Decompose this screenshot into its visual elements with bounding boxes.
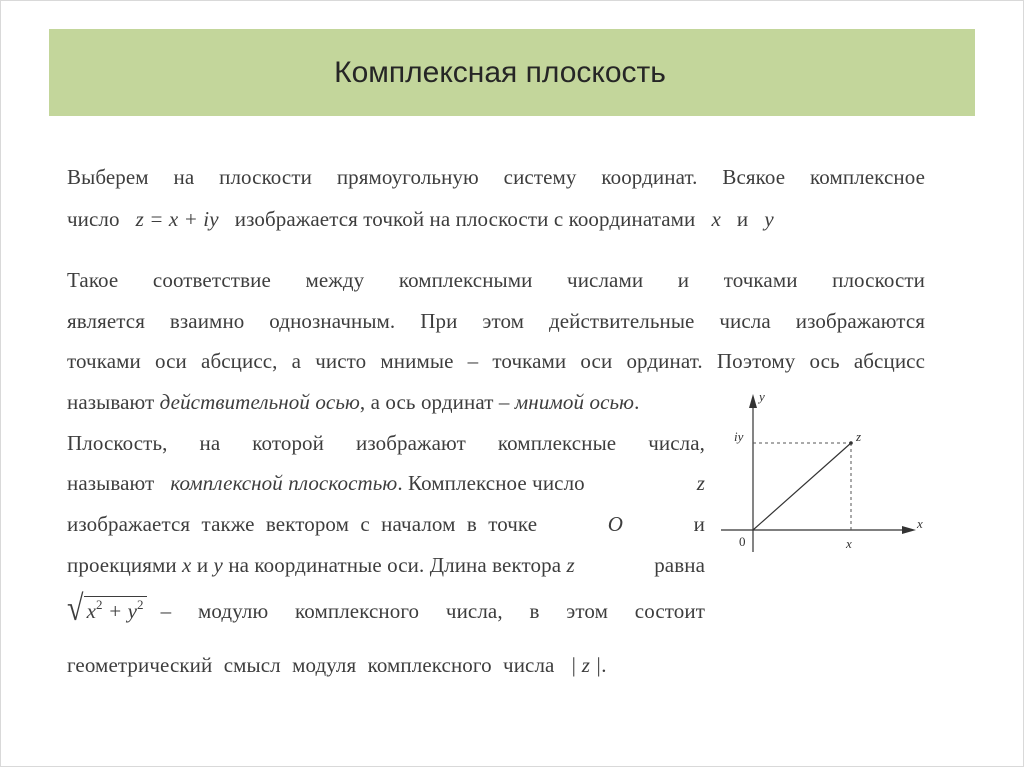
z-point-label: z [856,429,862,444]
vector-z [753,443,851,530]
sqrt-sign: √ [67,588,84,629]
text-segment: , а ось ординат – [359,390,510,414]
text-segment: на координатные оси. Длина вектора [228,553,562,577]
text-segment: . Комплексное число [397,471,585,495]
title-banner [49,29,975,116]
term-complex-plane: комплексной плоскостью [170,471,398,495]
text-segment: и [196,553,209,577]
text-segment: изображается точкой на плоскости с координатами [234,207,696,231]
text-segment: изображается также вектором с началом в точке [67,512,538,536]
text-segment: и [693,512,705,536]
complex-plane-diagram [716,388,930,558]
text-segment: и [736,207,749,231]
point-z [849,441,853,445]
text-line [67,588,705,629]
text-segment: . [634,390,640,414]
text-line [67,390,639,415]
exponent: 2 [96,597,103,612]
text-segment: число [67,207,120,231]
radicand [84,596,147,624]
text-line [67,471,705,496]
text-segment: . [601,653,607,677]
text-line [67,653,607,678]
exponent: 2 [137,597,144,612]
math-x: x [711,207,721,231]
x-axis-label: x [917,516,923,531]
math-modulus: | z | [570,653,602,677]
math-y: y [764,207,774,231]
text-segment: называют [67,471,155,495]
origin-label: 0 [739,534,746,549]
slide-title: Комплексная плоскость [334,55,666,89]
x-tick-label: x [846,536,852,551]
math-z: z [566,553,575,577]
text-segment: равна [654,553,705,577]
text-line: точками оси абсцисс, а чисто мнимые – точками оси ординат. Поэтому ось абсцисс [67,349,925,373]
text-segment: проекциями [67,553,177,577]
text-line: Выберем на плоскости прямоугольную систему координат. Всякое комплексное [67,165,925,189]
plus-sign: + [102,599,128,623]
term-real-axis: действительной осью [159,390,360,414]
math-x: x [86,599,96,623]
sqrt-formula [67,588,147,629]
text-line: является взаимно однозначным. При этом действительные числа изображаются [67,309,925,333]
text-segment: – модулю комплексного числа, в этом состоит [160,599,705,623]
text-segment: называют [67,390,155,414]
x-axis-arrow [902,526,916,534]
math-z: z [696,471,705,495]
text-line: Плоскость, на которой изображают комплексные числа, [67,431,705,455]
text-line [67,553,705,578]
math-x: x [182,553,192,577]
y-axis-label: y [759,389,765,404]
term-imaginary-axis: мнимой осью [514,390,635,414]
y-axis-arrow [749,394,757,408]
math-O: O [607,512,624,536]
text-line: Такое соответствие между комплексными числами и точками плоскости [67,268,925,292]
formula-z: z = x + iy [135,207,219,231]
text-segment: геометрический смысл модуля комплексного числа [67,653,555,677]
text-line [67,207,774,232]
text-line [67,512,705,537]
math-y: y [213,553,223,577]
math-y: y [127,599,138,623]
iy-label: iy [734,429,744,444]
